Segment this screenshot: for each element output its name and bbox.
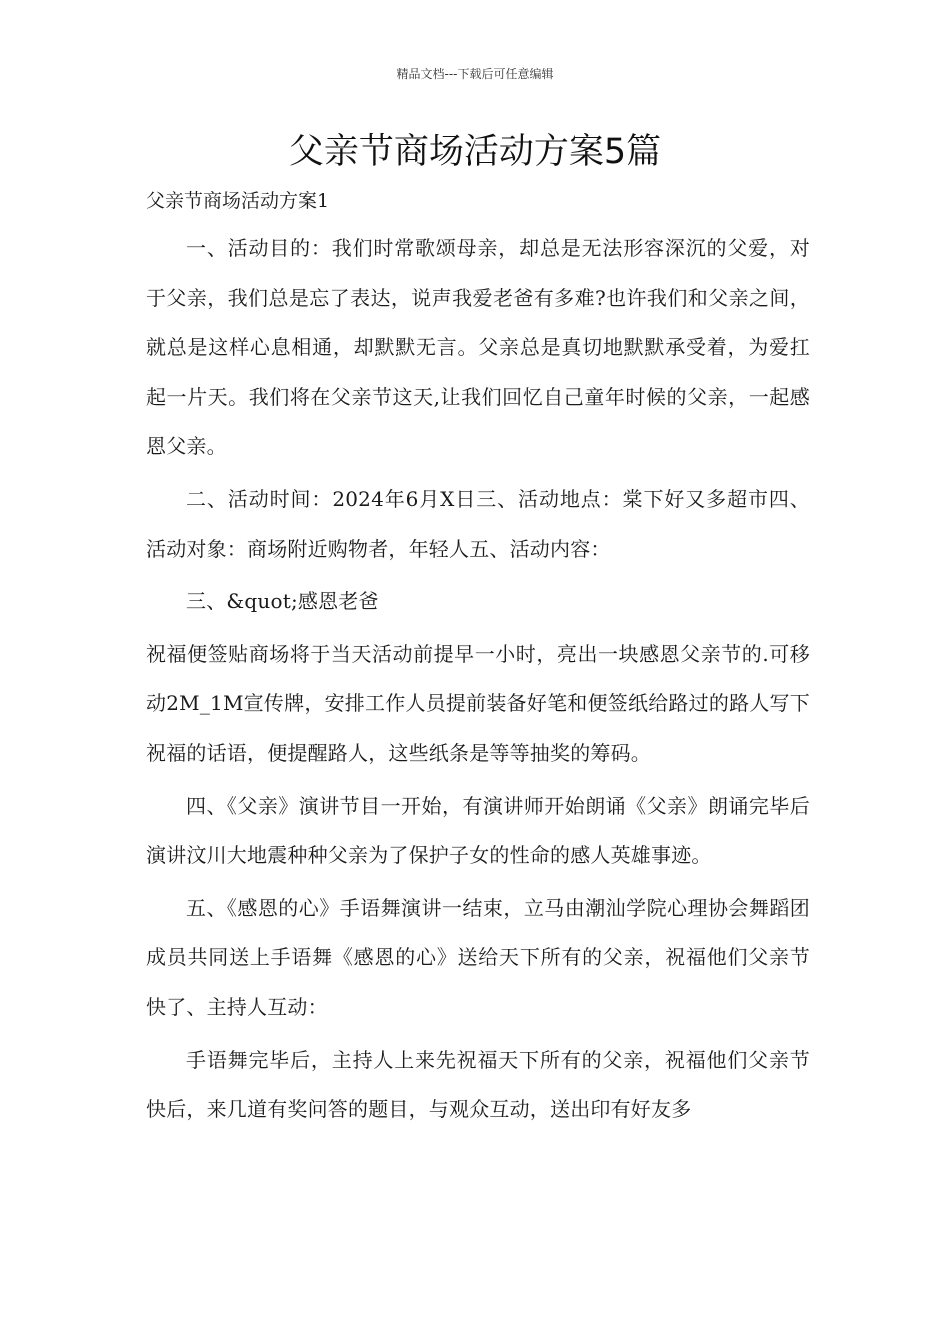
document-title: 父亲节商场活动方案5篇 bbox=[288, 132, 662, 172]
document-body bbox=[146, 178, 810, 1138]
paragraph-6: 五、《感恩的心》手语舞演讲一结束，立马由潮汕学院心理协会舞蹈团成员共同送上手语舞《感恩的心》送给天下所有的父亲，祝福他们父亲节快了、主持人互动： bbox=[146, 895, 810, 1019]
paragraph-2: 二、活动时间：2024年6月X日三、活动地点：棠下好又多超市四、活动对象：商场附近购物者，年轻人五、活动内容： bbox=[146, 486, 810, 561]
paragraph-4: 祝福便签贴商场将于当天活动前提早一小时，亮出一块感恩父亲节的.可移动2M_1M宣传牌，安排工作人员提前装备好笔和便签纸给路过的路人写下祝福的话语，便提醒路人，这些纸条是等等抽奖的筹码。 bbox=[146, 641, 810, 765]
paragraph-1: 一、活动目的：我们时常歌颂母亲，却总是无法形容深沉的父爱，对于父亲，我们总是忘了表达，说声我爱老爸有多难?也许我们和父亲之间，就总是这样心息相通，却默默无言。父亲总是真切地默默承受着，为爱扛起一片天。我们将在父亲节这天,让我们回忆自己童年时候的父亲，一起感恩父亲。 bbox=[146, 236, 810, 459]
paragraph-5: 四、《父亲》演讲节目一开始，有演讲师开始朗诵《父亲》朗诵完毕后演讲汶川大地震种种父亲为了保护子女的性命的感人英雄事迹。 bbox=[146, 793, 810, 868]
section-title: 父亲节商场活动方案1 bbox=[146, 190, 330, 212]
page-header: 精品文档---下载后可任意编辑 bbox=[396, 67, 554, 81]
paragraph-7: 手语舞完毕后，主持人上来先祝福天下所有的父亲，祝福他们父亲节快后，来几道有奖问答的题目，与观众互动，送出印有好友多 bbox=[146, 1047, 810, 1122]
paragraph-3: 三、&quot;感恩老爸 bbox=[186, 589, 379, 614]
paragraph-list bbox=[146, 224, 810, 1135]
